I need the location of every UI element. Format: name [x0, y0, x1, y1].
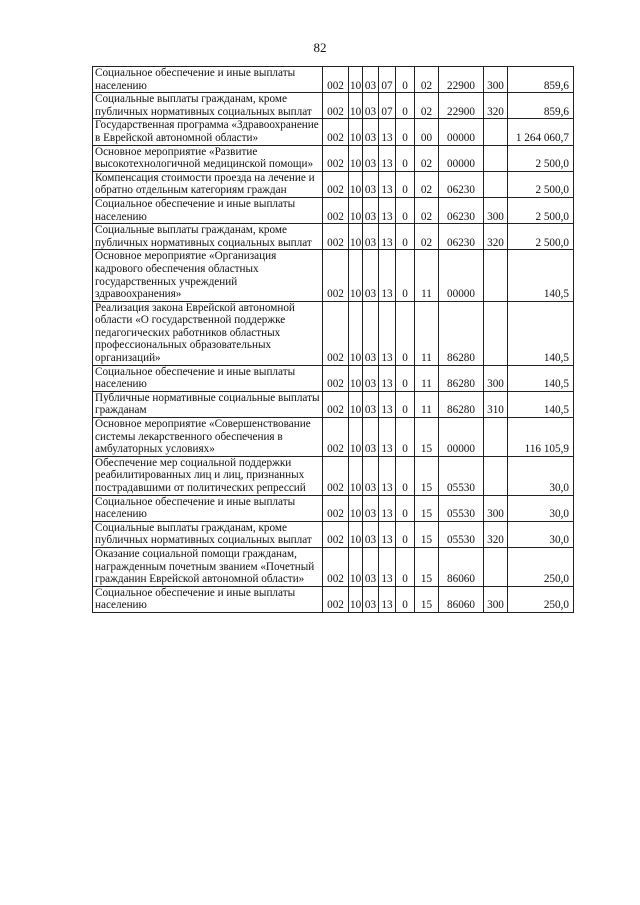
cell-program: 13	[379, 456, 396, 495]
cell-amount: 2 500,0	[508, 171, 574, 197]
cell-name: Основное мероприятие «Совершенствование системы лекарственного обеспечения в амбулаторных условиях»	[93, 418, 323, 457]
cell-name: Реализация закона Еврейской автономной области «О государственной поддержке педагогических работников областных профессиональных образовательных организаций»	[93, 301, 323, 365]
cell-subprogram: 0	[396, 418, 415, 457]
cell-direction: 00000	[439, 250, 484, 301]
cell-subsection: 03	[363, 197, 379, 223]
cell-event: 02	[415, 93, 439, 119]
cell-expense-type	[484, 456, 508, 495]
cell-section: 10	[349, 418, 363, 457]
table-row	[93, 197, 574, 223]
cell-name: Публичные нормативные социальные выплаты гражданам	[93, 391, 323, 417]
cell-ministry: 002	[323, 250, 349, 301]
cell-section: 10	[349, 250, 363, 301]
cell-direction: 22900	[439, 67, 484, 93]
cell-event: 15	[415, 456, 439, 495]
cell-subsection: 03	[363, 495, 379, 521]
cell-expense-type: 320	[484, 521, 508, 547]
cell-name: Социальные выплаты гражданам, кроме публичных нормативных социальных выплат	[93, 93, 323, 119]
table-row	[93, 67, 574, 93]
cell-amount: 2 500,0	[508, 197, 574, 223]
cell-ministry: 002	[323, 586, 349, 612]
cell-section: 10	[349, 171, 363, 197]
cell-direction: 86060	[439, 547, 484, 586]
cell-section: 10	[349, 391, 363, 417]
cell-subsection: 03	[363, 301, 379, 365]
cell-subprogram: 0	[396, 119, 415, 145]
cell-section: 10	[349, 93, 363, 119]
cell-amount: 140,5	[508, 250, 574, 301]
cell-amount: 116 105,9	[508, 418, 574, 457]
cell-expense-type: 320	[484, 93, 508, 119]
cell-amount: 140,5	[508, 365, 574, 391]
cell-subsection: 03	[363, 586, 379, 612]
cell-subsection: 03	[363, 391, 379, 417]
cell-program: 13	[379, 145, 396, 171]
cell-event: 02	[415, 67, 439, 93]
table-row	[93, 456, 574, 495]
cell-ministry: 002	[323, 391, 349, 417]
cell-subprogram: 0	[396, 391, 415, 417]
cell-subsection: 03	[363, 521, 379, 547]
table-row	[93, 418, 574, 457]
cell-name: Социальное обеспечение и иные выплаты населению	[93, 495, 323, 521]
cell-event: 15	[415, 418, 439, 457]
cell-section: 10	[349, 495, 363, 521]
table-row	[93, 93, 574, 119]
cell-program: 13	[379, 521, 396, 547]
cell-expense-type	[484, 547, 508, 586]
cell-program: 13	[379, 547, 396, 586]
cell-expense-type: 310	[484, 391, 508, 417]
cell-amount: 2 500,0	[508, 224, 574, 250]
table-row	[93, 521, 574, 547]
cell-section: 10	[349, 197, 363, 223]
budget-table	[92, 66, 574, 613]
cell-expense-type: 300	[484, 495, 508, 521]
cell-subsection: 03	[363, 250, 379, 301]
cell-direction: 86280	[439, 391, 484, 417]
cell-ministry: 002	[323, 224, 349, 250]
cell-direction: 86060	[439, 586, 484, 612]
cell-subprogram: 0	[396, 93, 415, 119]
cell-subsection: 03	[363, 171, 379, 197]
cell-program: 13	[379, 365, 396, 391]
cell-event: 15	[415, 521, 439, 547]
cell-subsection: 03	[363, 547, 379, 586]
cell-name: Социальное обеспечение и иные выплаты населению	[93, 197, 323, 223]
cell-direction: 00000	[439, 119, 484, 145]
cell-name: Основное мероприятие «Организация кадрового обеспечения областных государственных учреждений здравоохранения»	[93, 250, 323, 301]
cell-amount: 30,0	[508, 456, 574, 495]
page-number: 82	[313, 40, 327, 55]
cell-direction: 06230	[439, 224, 484, 250]
cell-program: 07	[379, 67, 396, 93]
cell-name: Основное мероприятие «Развитие высокотехнологичной медицинской помощи»	[93, 145, 323, 171]
cell-event: 11	[415, 391, 439, 417]
cell-name: Компенсация стоимости проезда на лечение и обратно отдельным категориям граждан	[93, 171, 323, 197]
cell-ministry: 002	[323, 197, 349, 223]
cell-direction: 00000	[439, 145, 484, 171]
cell-ministry: 002	[323, 365, 349, 391]
cell-ministry: 002	[323, 171, 349, 197]
cell-subsection: 03	[363, 456, 379, 495]
cell-program: 13	[379, 250, 396, 301]
cell-amount: 250,0	[508, 547, 574, 586]
cell-section: 10	[349, 224, 363, 250]
cell-amount: 859,6	[508, 67, 574, 93]
cell-amount: 1 264 060,7	[508, 119, 574, 145]
cell-event: 00	[415, 119, 439, 145]
cell-ministry: 002	[323, 456, 349, 495]
table-row	[93, 365, 574, 391]
cell-ministry: 002	[323, 93, 349, 119]
cell-subprogram: 0	[396, 197, 415, 223]
cell-subprogram: 0	[396, 456, 415, 495]
cell-direction: 22900	[439, 93, 484, 119]
table-row	[93, 119, 574, 145]
cell-name: Социальные выплаты гражданам, кроме публичных нормативных социальных выплат	[93, 521, 323, 547]
cell-event: 11	[415, 365, 439, 391]
cell-subprogram: 0	[396, 365, 415, 391]
cell-direction: 86280	[439, 365, 484, 391]
cell-subprogram: 0	[396, 171, 415, 197]
cell-amount: 2 500,0	[508, 145, 574, 171]
cell-subprogram: 0	[396, 547, 415, 586]
cell-ministry: 002	[323, 119, 349, 145]
cell-name: Социальные выплаты гражданам, кроме публичных нормативных социальных выплат	[93, 224, 323, 250]
cell-program: 13	[379, 119, 396, 145]
table-row	[93, 495, 574, 521]
cell-amount: 140,5	[508, 301, 574, 365]
cell-program: 13	[379, 418, 396, 457]
table-row	[93, 586, 574, 612]
table-row	[93, 171, 574, 197]
cell-event: 15	[415, 547, 439, 586]
cell-expense-type: 320	[484, 224, 508, 250]
cell-subprogram: 0	[396, 145, 415, 171]
cell-expense-type: 300	[484, 67, 508, 93]
cell-expense-type	[484, 250, 508, 301]
cell-program: 13	[379, 495, 396, 521]
cell-subsection: 03	[363, 93, 379, 119]
cell-event: 15	[415, 586, 439, 612]
cell-name: Социальное обеспечение и иные выплаты населению	[93, 67, 323, 93]
cell-program: 13	[379, 301, 396, 365]
cell-subprogram: 0	[396, 224, 415, 250]
cell-expense-type	[484, 119, 508, 145]
cell-direction: 00000	[439, 418, 484, 457]
table-row	[93, 250, 574, 301]
cell-direction: 05530	[439, 521, 484, 547]
cell-direction: 06230	[439, 171, 484, 197]
cell-subprogram: 0	[396, 521, 415, 547]
cell-subprogram: 0	[396, 495, 415, 521]
cell-event: 15	[415, 495, 439, 521]
cell-ministry: 002	[323, 418, 349, 457]
cell-subsection: 03	[363, 418, 379, 457]
cell-subprogram: 0	[396, 67, 415, 93]
cell-expense-type: 300	[484, 197, 508, 223]
cell-direction: 06230	[439, 197, 484, 223]
cell-subsection: 03	[363, 365, 379, 391]
cell-section: 10	[349, 547, 363, 586]
cell-expense-type	[484, 301, 508, 365]
table-row	[93, 391, 574, 417]
cell-event: 02	[415, 145, 439, 171]
cell-amount: 250,0	[508, 586, 574, 612]
cell-program: 13	[379, 171, 396, 197]
table-row	[93, 145, 574, 171]
cell-subsection: 03	[363, 145, 379, 171]
cell-section: 10	[349, 521, 363, 547]
cell-section: 10	[349, 586, 363, 612]
cell-subprogram: 0	[396, 586, 415, 612]
cell-ministry: 002	[323, 301, 349, 365]
cell-ministry: 002	[323, 67, 349, 93]
table-row	[93, 224, 574, 250]
cell-section: 10	[349, 301, 363, 365]
cell-name: Обеспечение мер социальной поддержки реабилитированных лиц и лиц, признанных пострадавшими от политических репрессий	[93, 456, 323, 495]
cell-section: 10	[349, 365, 363, 391]
cell-expense-type	[484, 171, 508, 197]
cell-ministry: 002	[323, 547, 349, 586]
cell-name: Социальное обеспечение и иные выплаты населению	[93, 365, 323, 391]
cell-amount: 140,5	[508, 391, 574, 417]
cell-program: 13	[379, 391, 396, 417]
table-row	[93, 301, 574, 365]
cell-amount: 859,6	[508, 93, 574, 119]
cell-program: 13	[379, 197, 396, 223]
cell-subsection: 03	[363, 224, 379, 250]
cell-program: 13	[379, 586, 396, 612]
cell-name: Оказание социальной помощи гражданам, награжденным почетным званием «Почетный гражданин Еврейской автономной области»	[93, 547, 323, 586]
cell-ministry: 002	[323, 495, 349, 521]
cell-ministry: 002	[323, 521, 349, 547]
cell-amount: 30,0	[508, 521, 574, 547]
table-body	[93, 67, 574, 613]
cell-ministry: 002	[323, 145, 349, 171]
cell-program: 13	[379, 224, 396, 250]
cell-subsection: 03	[363, 119, 379, 145]
cell-section: 10	[349, 119, 363, 145]
cell-name: Государственная программа «Здравоохранение в Еврейской автономной области»	[93, 119, 323, 145]
cell-amount: 30,0	[508, 495, 574, 521]
cell-subsection: 03	[363, 67, 379, 93]
cell-subprogram: 0	[396, 301, 415, 365]
cell-event: 02	[415, 197, 439, 223]
cell-section: 10	[349, 67, 363, 93]
cell-direction: 05530	[439, 495, 484, 521]
cell-direction: 86280	[439, 301, 484, 365]
cell-event: 11	[415, 301, 439, 365]
cell-event: 11	[415, 250, 439, 301]
cell-expense-type: 300	[484, 365, 508, 391]
cell-expense-type: 300	[484, 586, 508, 612]
cell-name: Социальное обеспечение и иные выплаты населению	[93, 586, 323, 612]
cell-event: 02	[415, 171, 439, 197]
cell-program: 07	[379, 93, 396, 119]
table-row	[93, 547, 574, 586]
cell-direction: 05530	[439, 456, 484, 495]
cell-section: 10	[349, 456, 363, 495]
cell-section: 10	[349, 145, 363, 171]
cell-event: 02	[415, 224, 439, 250]
cell-subprogram: 0	[396, 250, 415, 301]
cell-expense-type	[484, 418, 508, 457]
cell-expense-type	[484, 145, 508, 171]
